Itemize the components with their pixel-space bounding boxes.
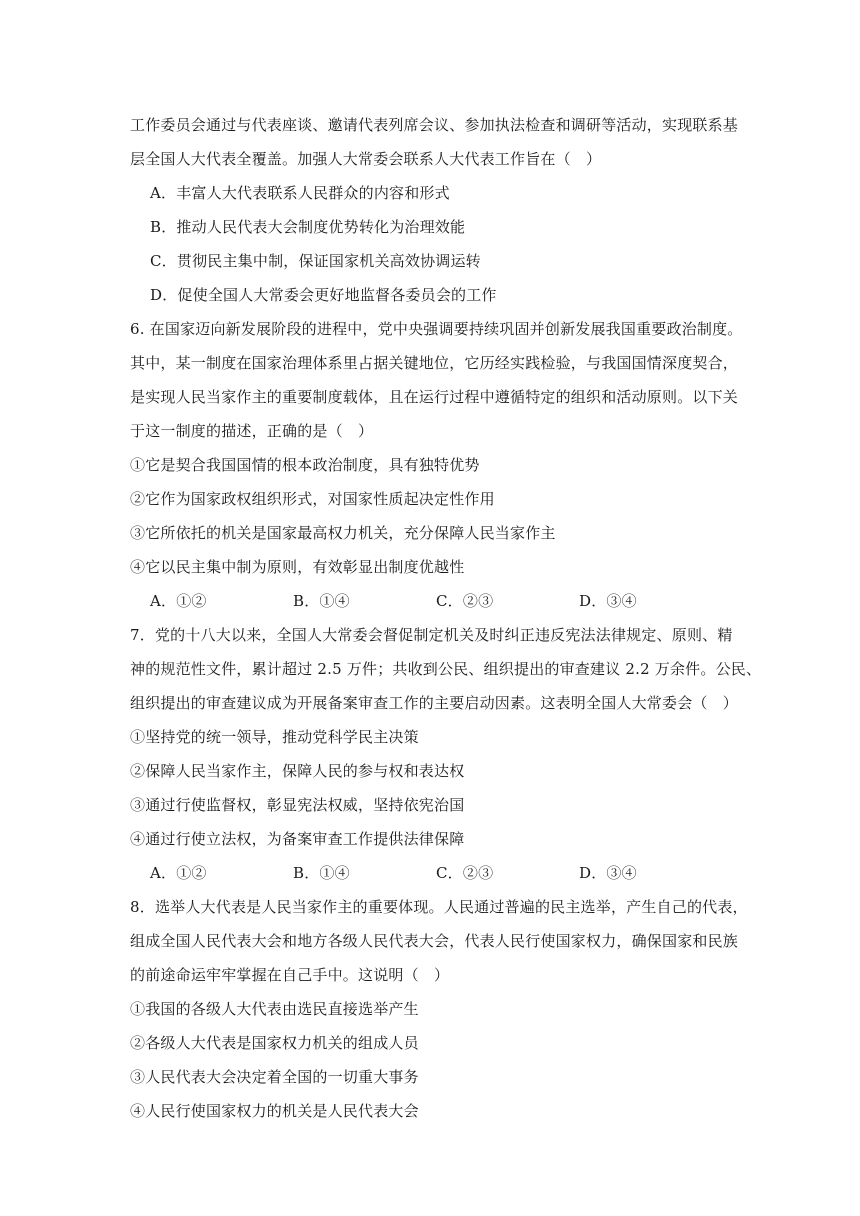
statement-3: ③人民代表大会决定着全国的一切重大事务 <box>130 1068 419 1086</box>
choice-row <box>130 584 730 618</box>
question-stem-line: 6. 在国家迈向新发展阶段的进程中，党中央强调要持续巩固并创新发展我国重要政治制度。 <box>130 320 743 338</box>
choice-b: B．①④ <box>293 864 350 882</box>
question-stem-line: 于这一制度的描述，正确的是（ ） <box>130 422 374 440</box>
question-stem-line: 7．党的十八大以来，全国人大常委会督促制定机关及时纠正违反宪法法律规定、原则、精 <box>130 626 733 644</box>
statement-3: ③它所依托的机关是国家最高权力机关，充分保障人民当家作主 <box>130 524 556 542</box>
statement-4: ④它以民主集中制为原则，有效彰显出制度优越性 <box>130 558 465 576</box>
option-a: A．丰富人大代表联系人民群众的内容和形式 <box>150 184 450 202</box>
question-stem-line: 层全国人大代表全覆盖。加强人大常委会联系人大代表工作旨在（ ） <box>130 150 602 168</box>
statement-4: ④通过行使立法权，为备案审查工作提供法律保障 <box>130 830 465 848</box>
question-6 <box>130 312 743 618</box>
statement-3: ③通过行使监督权，彰显宪法权威，坚持依宪治国 <box>130 796 465 814</box>
question-stem-line: 是实现人民当家作主的重要制度载体，且在运行过程中遵循特定的组织和活动原则。以下关 <box>130 388 739 406</box>
statement-4: ④人民行使国家权力的机关是人民代表大会 <box>130 1102 419 1120</box>
question-stem-line: 的前途命运牢牢掌握在自己手中。这说明（ ） <box>130 966 450 984</box>
choice-d: D．③④ <box>579 864 637 882</box>
statement-2: ②它作为国家政权组织形式，对国家性质起决定性作用 <box>130 490 495 508</box>
choice-a: A．①② <box>150 864 207 882</box>
question-stem-line: 8．选举人大代表是人民当家作主的重要体现。人民通过普遍的民主选举，产生自己的代表， <box>130 898 748 916</box>
option-c: C．贯彻民主集中制，保证国家机关高效协调运转 <box>150 252 481 270</box>
statement-2: ②各级人大代表是国家权力机关的组成人员 <box>130 1034 419 1052</box>
option-b: B．推动人民代表大会制度优势转化为治理效能 <box>150 218 466 236</box>
choice-a: A．①② <box>150 592 207 610</box>
statement-1: ①坚持党的统一领导，推动党科学民主决策 <box>130 728 419 746</box>
choice-c: C．②③ <box>436 864 494 882</box>
statement-1: ①我国的各级人大代表由选民直接选举产生 <box>130 1000 419 1018</box>
question-stem-line: 组织提出的审查建议成为开展备案审查工作的主要启动因素。这表明全国人大常委会（ ） <box>130 694 739 712</box>
statement-2: ②保障人民当家作主，保障人民的参与权和表达权 <box>130 762 465 780</box>
question-5-tail <box>130 108 739 312</box>
question-8 <box>130 890 748 1128</box>
question-stem-line: 组成全国人民代表大会和地方各级人民代表大会，代表人民行使国家权力，确保国家和民族 <box>130 932 739 950</box>
choice-b: B．①④ <box>293 592 350 610</box>
question-stem-line: 工作委员会通过与代表座谈、邀请代表列席会议、参加执法检查和调研等活动，实现联系基 <box>130 116 739 134</box>
question-stem-line: 神的规范性文件，累计超过 2.5 万件；共收到公民、组织提出的审查建议 2.2 万余件。公民、 <box>130 660 762 678</box>
question-7 <box>130 618 762 890</box>
choice-row <box>130 856 730 890</box>
option-d: D．促使全国人大常委会更好地监督各委员会的工作 <box>150 286 497 304</box>
statement-1: ①它是契合我国国情的根本政治制度，具有独特优势 <box>130 456 480 474</box>
choice-d: D．③④ <box>579 592 637 610</box>
choice-c: C．②③ <box>436 592 494 610</box>
question-stem-line: 其中，某一制度在国家治理体系里占据关键地位，它历经实践检验，与我国国情深度契合， <box>130 354 739 372</box>
document-content <box>130 108 762 1128</box>
